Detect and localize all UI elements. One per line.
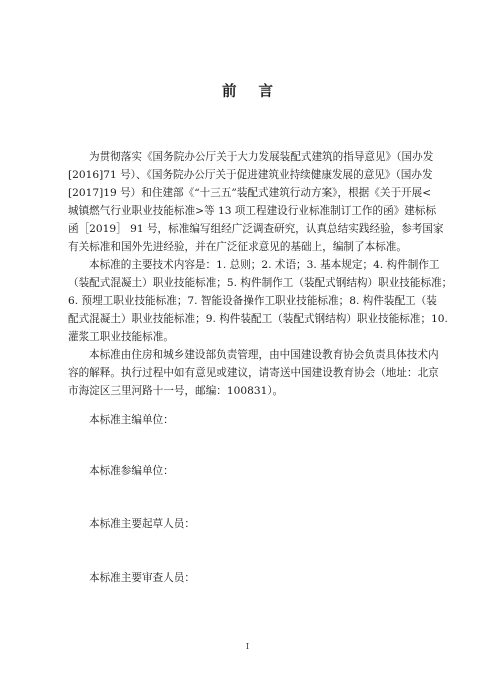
paragraph-purpose — [68, 148, 444, 256]
title-char-1: 前 — [222, 84, 237, 100]
page-title — [0, 80, 495, 101]
text-line: [2016]71 号）、《国务院办公厅关于促进建筑业持续健康发展的意见》（国办发 — [68, 169, 433, 181]
text-line: 函［2019］ 91 号，标准编写组经广泛调查研究，认真总结实践经验，参考国家 — [68, 223, 444, 235]
main-drafters-label: 本标准主要起草人员： — [89, 518, 195, 530]
text-line: 容的解释。执行过程中如有意见或建议，请寄送中国建设教育协会（地址：北京 — [68, 367, 439, 379]
text-line: [2017]19 号）和住建部《“十三五”装配式建筑行动方案》，根据《关于开展< — [68, 187, 432, 199]
page-number: I — [245, 642, 250, 651]
text-line: 本标准的主要技术内容是：1. 总则；2. 术语；3. 基本规定；4. 构件制作工 — [89, 259, 440, 271]
text-line: 6. 预埋工职业技能标准；7. 智能设备操作工职业技能标准；8. 构件装配工（装 — [68, 295, 437, 307]
title-char-2: 言 — [258, 84, 273, 100]
text-line: 为贯彻落实《国务院办公厅关于大力发展装配式建筑的指导意见》（国办发 — [89, 151, 434, 163]
text-line: 有关标准和国外先进经验，并在广泛征求意见的基础上，编制了本标准。 — [68, 241, 407, 253]
paragraph-contents — [68, 256, 453, 346]
text-line: 本标准由住房和城乡建设部负责管理，由中国建设教育协会负责具体技术内 — [89, 349, 439, 361]
text-line: 城镇燃气行业职业技能标准>等 13 项工程建设行业标准制订工作的函》建标标 — [68, 205, 437, 217]
main-reviewers-label: 本标准主要审查人员： — [89, 572, 195, 584]
text-line: 灌浆工职业技能标准。 — [68, 331, 174, 343]
foreword-body — [68, 148, 453, 400]
text-line: 市海淀区三里河路十一号，邮编：100831）。 — [68, 385, 284, 397]
text-line: （装配式混凝土）职业技能标准；5. 构件制作工（装配式钢结构）职业技能标准； — [68, 277, 453, 289]
chief-editor-unit-label: 本标准主编单位： — [89, 414, 174, 426]
text-line: 配式混凝土）职业技能标准；9. 构件装配工（装配式钢结构）职业技能标准；10. — [68, 313, 448, 325]
participating-unit-label: 本标准参编单位： — [89, 465, 174, 477]
paragraph-management — [68, 346, 439, 400]
